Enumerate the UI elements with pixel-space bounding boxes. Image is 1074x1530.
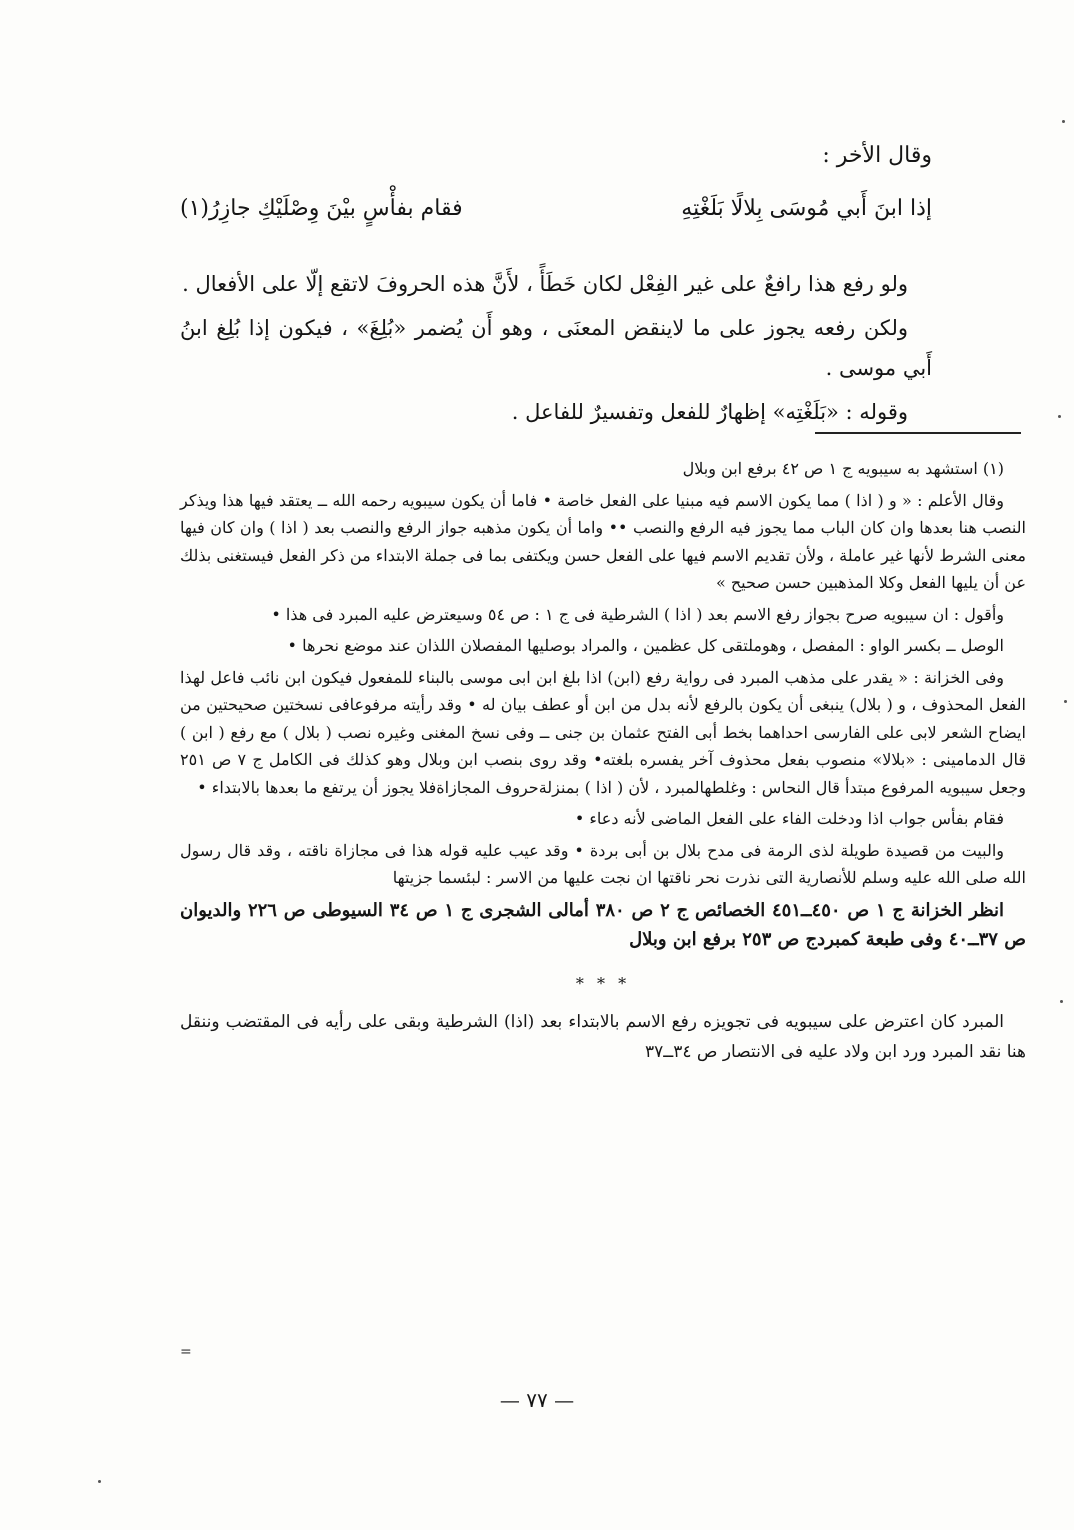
- footnote-paragraph: فقام بفأس جواب اذا ودخلت الفاء على الفعل الماضى لأنه دعاء •: [574, 809, 1004, 828]
- separator: * * *: [575, 973, 631, 993]
- references: انظر الخزانة ج ١ ص ٤٥٠ــ٤٥١ الخصائص ج ٢ ص ٣٨٠ أمالى الشجرى ج ١ ص ٣٤ السيوطى ص ٢٢٦ والديوان ص ٣٧ــ٤٠ وفى طبعة كمبردج ص ٢٥٣ برفع ابن وبلال: [180, 899, 1026, 950]
- scan-speck: [1060, 1000, 1063, 1003]
- footnote-paragraph: وفى الخزانة : « يقدر على مذهب المبرد فى رواية رفع (ابن) اذا بلغ ابن ابى موسى بالبناء للمفعول فيكون ابن نائب فاعل لهذا الفعل المحذوف ، و ( بلال) ينبغى أن يكون بالرفع لأنه بدل من ابن أو عطف بيان له • وقد رأيته مرفوعافى نسختين صحيحتين من ايضاح الشعر لابى على الفارسى احداهما بخط أبى الفتح عثمان بن جنى ــ وفى نسخ المغنى وغيره نصب ( بلال ) مع رفع ( ابن ) قال الدمامينى : «بلالا» منصوب بفعل محذوف آخر يفسره بلغته• وقد روى بنصب ابن وبلال وهو كذلك فى الكامل ج ٧ ص ٢٥١ وجعل سيبويه المرفوع مبتدأ قال النحاس : وغلطهالمبرد ، لأن ( اذا ) بمنزلةحروف المجازاةفلا يجوز أن يرتفع ما بعدها بالابتداء •: [180, 667, 1027, 797]
- footnote-paragraph: الوصل ــ بكسر الواو : المفصل ، وهوملتقى كل عظمين ، والمراد بوصليها المفصلان اللذان عند موضع نحرها •: [287, 636, 1004, 655]
- page-number: [0, 1388, 1074, 1412]
- footnote-paragraph: والبيت من قصيدة طويلة لذى الرمة فى مدح بلال بن أبى بردة • وقد عيب عليه قوله هذا فى مجازاة ناقته ، وقد قال رسول الله صلى الله عليه وسلم للأنصارية التى نذرت نحر ناقتها ان نجت عليها من الاسر : لبئسما جزيتها: [180, 840, 1026, 887]
- verse-intro: وقال الأخر :: [822, 143, 932, 168]
- second-hemistich: فقام بفأْسٍ بيْنَ وِصْلَيْكِ جازِرُ(١): [180, 196, 463, 221]
- scan-speck: [98, 1480, 101, 1483]
- main-paragraph: وقوله : «بَلَغْتِه» إظهارٌ للفعل وتفسيرٌ للفاعل .: [511, 400, 908, 424]
- footnote-paragraph: (١) استشهد به سيبويه ج ١ ص ٤٢ برفع ابن وبلال: [682, 459, 1004, 478]
- scan-speck: [1062, 120, 1065, 123]
- scan-speck: [1058, 415, 1061, 418]
- scan-speck: [1064, 700, 1067, 703]
- footnote-paragraph: وقال الأعلم : « و ( اذا ) مما يكون الاسم فيه مبنيا على الفعل خاصة • فاما أن يكون سيبويه رحمه الله ــ يعتقد فيها هذا ويذكر النصب هنا بعدها وان كان الباب مما يجوز فيه الرفع والنصب •• واما أن يكون مذهبه جواز الرفع والنصب بعد ( اذا ) وان كان فيها معنى الشرط لأنها غير عاملة ، ولأن تقديم الاسم فيها على الفعل حسن ويكتفى بما فى جملة الابتداء من ذكر الفعل فيستغنى بذلك عن أن يليها الفعل وكلا المذهبين حسن صحيح »: [180, 490, 1026, 592]
- margin-mark: =: [180, 1344, 192, 1360]
- page-number-text: — ٧٧ —: [499, 1388, 575, 1412]
- poetry-verse: [180, 196, 932, 236]
- first-hemistich: إذا ابنَ أَبي مُوسَى بِلالًا بَلَغْتِهِ: [681, 196, 932, 221]
- closing-note: المبرد كان اعترض على سيبويه فى تجويزه رفع الاسم بالابتداء بعد (اذا) الشرطية وبقى على رأيه فى المقتضب وننقل هنا نقد المبرد ورد ابن ولاد عليه فى الانتصار ص ٣٤ــ٣٧: [180, 1012, 1026, 1062]
- main-paragraph: ولكن رفعه يجوز على ما لاينقض المعنَى ، وهو أَن يُضمر «بُلِغَ» ، فيكون إذا بُلِغ ابنُ أَبي موسى .: [180, 316, 932, 380]
- main-paragraph: ولو رفع هذا رافعٌ على غير الفِعْل لكان خَطَأً ، لأَنَّ هذه الحروفَ لاتقع إلّا على الأفعال .: [182, 272, 908, 296]
- footnote-divider: [815, 432, 1021, 434]
- main-text: [180, 264, 932, 436]
- footnotes: [180, 455, 1026, 1071]
- footnote-paragraph: وأقول : ان سيبويه صرح بجواز رفع الاسم بعد ( اذا ) الشرطية فى ج ١ : ص ٥٤ وسيعترض عليه المبرد فى هذا •: [271, 604, 1004, 624]
